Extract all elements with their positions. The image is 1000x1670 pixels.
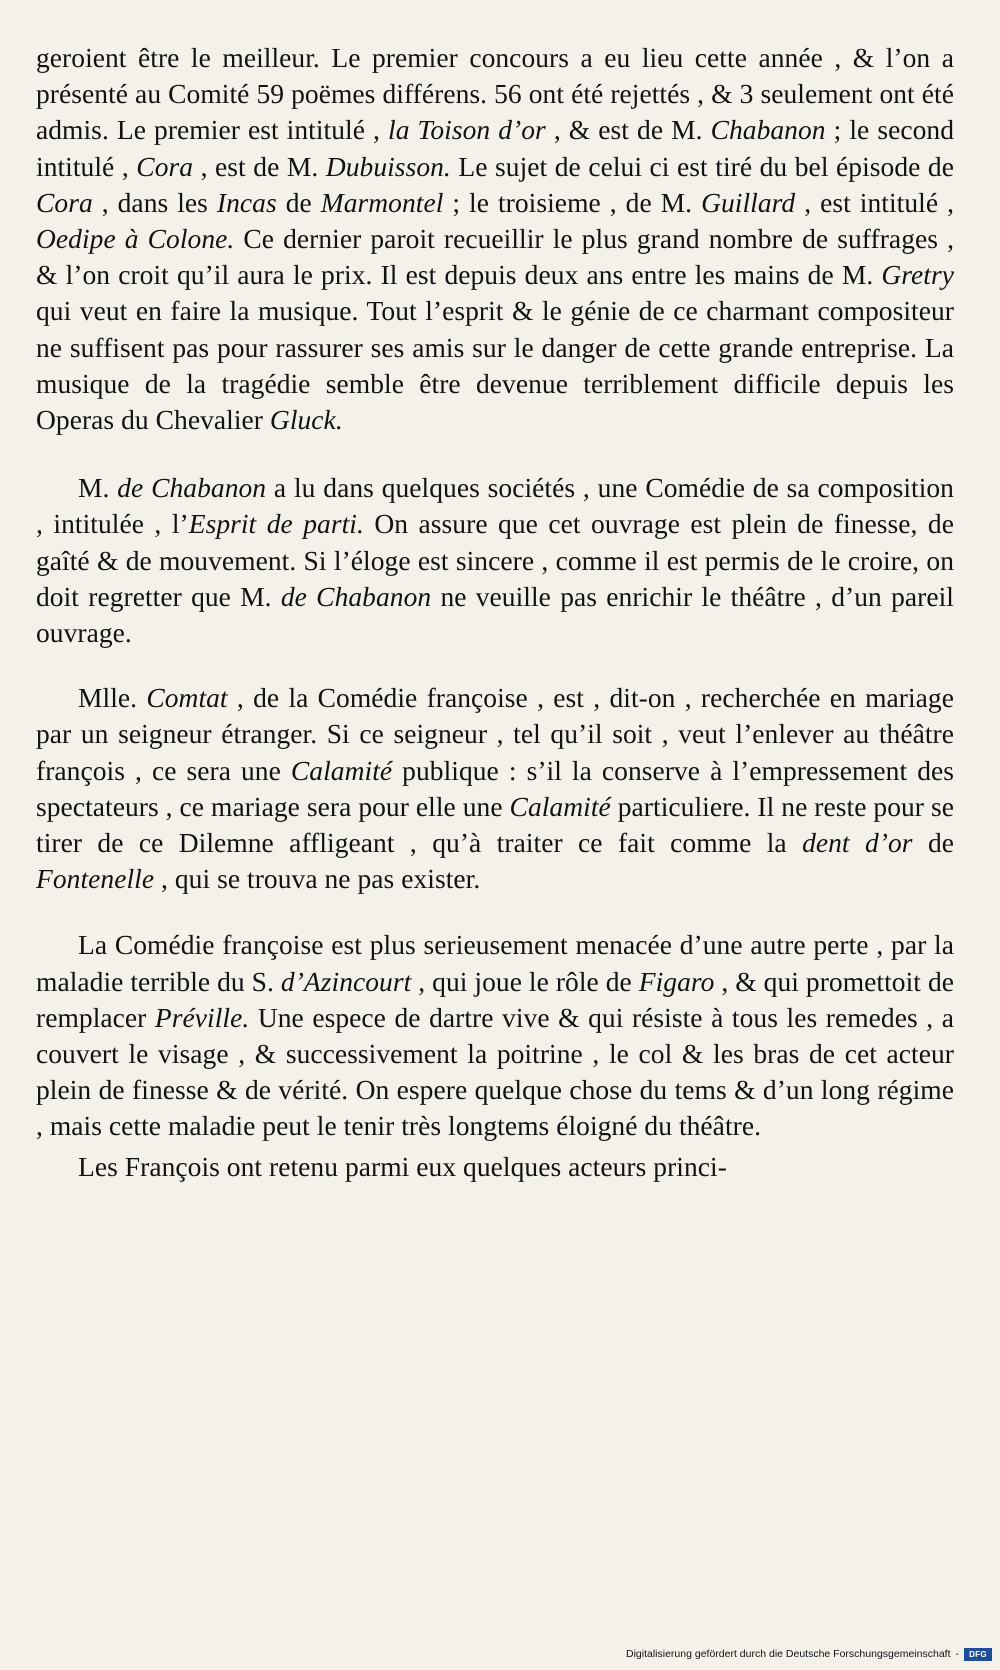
text-segment: publique : s’il la conserve à l’empressement des spectateurs , ce mariage sera pour elle une xyxy=(36,754,955,822)
separator-text: - xyxy=(955,1648,959,1660)
dfg-logo-icon: DFG xyxy=(964,1648,992,1661)
italic-text-segment: d’Azincourt xyxy=(280,965,412,997)
italic-text-segment: Préville. xyxy=(154,1001,250,1033)
text-segment: , est intitulé , xyxy=(795,186,954,218)
text-segment: a lu dans quelques sociétés , une Comédie de sa composition , intitulée , l’ xyxy=(36,472,954,540)
text-segment: Le sujet de celui ci est tiré du bel épisode de xyxy=(450,150,954,182)
italic-text-segment: Oedipe à Colone. xyxy=(36,223,235,255)
italic-text-segment: Dubuisson. xyxy=(325,150,451,182)
italic-text-segment: de Chabanon xyxy=(280,580,432,612)
italic-text-segment: Esprit de parti. xyxy=(188,508,364,540)
text-segment: , qui joue le rôle de xyxy=(411,965,639,997)
italic-text-segment: Chabanon xyxy=(710,114,826,146)
text-segment: , qui se trouva ne pas exister. xyxy=(154,863,481,895)
paragraph-4 xyxy=(36,927,954,1144)
text-segment: , & est de M. xyxy=(545,114,711,146)
text-segment: Ce dernier paroit recueillir le plus grand nombre de suffrages , & l’on croit qu’il aura le prix. Il est depuis deux ans entre les mains de M. xyxy=(36,223,954,291)
italic-text-segment: dent d’or xyxy=(802,827,913,859)
italic-text-segment: Marmontel xyxy=(320,186,444,218)
article-text xyxy=(36,40,954,1185)
text-segment: , est de M. xyxy=(193,150,326,182)
digitization-credit: Digitalisierung gefördert durch die Deutsche Forschungsgemeinschaft xyxy=(625,1648,951,1660)
italic-text-segment: Cora xyxy=(136,150,194,182)
text-segment: de xyxy=(276,186,321,218)
text-segment: On assure que cet ouvrage est plein de finesse, de gaîté & de mouvement. Si l’éloge est sincere , comme il est permis de le croire, on doit regretter que M. xyxy=(36,508,954,612)
text-segment: particuliere. Il ne reste pour se tirer de ce Dilemne affligeant , qu’à traiter ce fait comme la xyxy=(36,790,954,859)
text-segment: , de la Comédie françoise , est , dit-on , recherchée en mariage par un seigneur étranger. Si ce seigneur , tel qu’il soit , veut l’enlever au théâtre françois , ce sera une xyxy=(36,682,954,786)
text-segment: de xyxy=(912,827,955,859)
paragraph-2 xyxy=(36,470,954,651)
italic-text-segment: Calamité xyxy=(290,754,393,786)
digitization-footer xyxy=(626,1645,992,1663)
text-segment: geroient être le meilleur. Le premier concours a eu lieu cette année , & l’on a présenté au Comité 59 poëmes différens. 56 ont été rejettés , & 3 seulement ont été admis. Le premier est intitulé , xyxy=(36,42,954,146)
text-segment: Une espece de dartre vive & qui résiste à tous les remedes , a couvert le visage , & successivement la poitrine , le col & les bras de cet acteur plein de finesse & de vérité. On espere quelque chose du tems & d’un long régime , mais cette maladie peut le tenir très longtems éloigné du théâtre. xyxy=(36,1001,954,1142)
text-segment: Mlle. xyxy=(78,682,147,714)
paragraph-1 xyxy=(36,40,954,438)
italic-text-segment: Calamité xyxy=(509,790,611,822)
text-segment: ; le troisieme , de M. xyxy=(443,186,702,218)
text-segment: , & qui promettoit de remplacer xyxy=(36,965,954,1033)
italic-text-segment: Gretry xyxy=(881,259,954,291)
italic-text-segment: de Chabanon xyxy=(117,472,267,504)
italic-text-segment: Incas xyxy=(216,186,277,218)
text-segment: ne veuille pas enrichir le théâtre , d’un pareil ouvrage. xyxy=(36,580,954,649)
text-segment: M. xyxy=(78,472,118,504)
italic-text-segment: Fontenelle xyxy=(36,863,155,895)
italic-text-segment: Comtat xyxy=(146,682,228,714)
italic-text-segment: Cora xyxy=(36,186,93,218)
text-segment: ; le second intitulé , xyxy=(36,114,954,182)
paragraph-5 xyxy=(36,1149,954,1185)
text-segment: , dans les xyxy=(92,186,217,218)
italic-text-segment: la Toison d’or xyxy=(388,114,546,146)
text-segment: Les François ont retenu parmi eux quelques acteurs princi- xyxy=(78,1150,727,1182)
italic-text-segment: Guillard xyxy=(701,186,796,218)
italic-text-segment: Gluck. xyxy=(269,404,343,436)
text-segment: qui veut en faire la musique. Tout l’esprit & le génie de ce charmant compositeur ne suffisent pas pour rassurer ses amis sur le danger de cette grande entreprise. La musique de la tragédie semble être devenue terriblement difficile depuis les Operas du Chevalier xyxy=(36,295,954,436)
paragraph-3 xyxy=(36,680,954,897)
text-segment: La Comédie françoise est plus serieusement menacée d’une autre perte , par la maladie terrible du S. xyxy=(36,929,954,997)
italic-text-segment: Figaro xyxy=(638,965,715,997)
